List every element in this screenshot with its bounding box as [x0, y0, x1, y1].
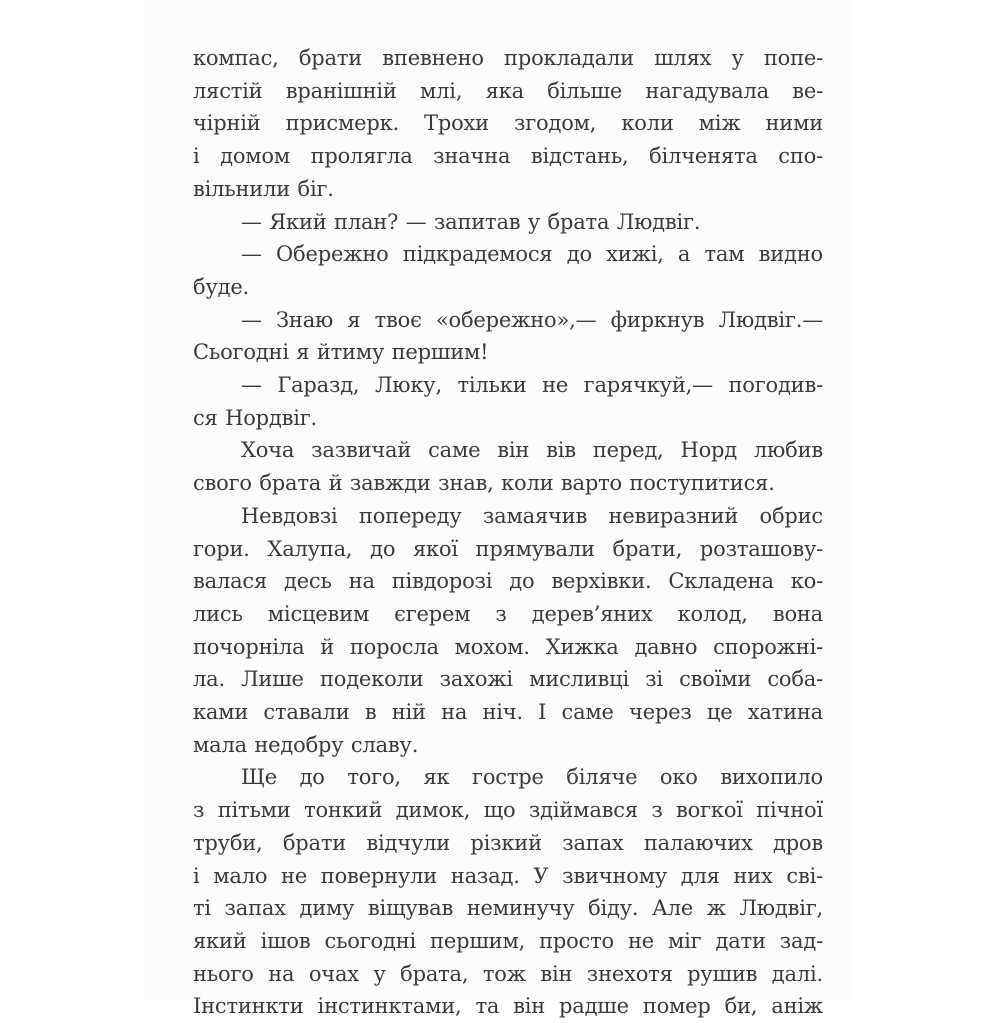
text-line: вільнили біг.: [193, 176, 334, 201]
text-line: свого брата й завжди знав, коли варто поступитися.: [193, 471, 775, 496]
text-line: валася десь на півдорозі до верхівки. Складена ко-: [193, 569, 823, 594]
text-line: труби, брати відчули різкий запах палаючих дров: [193, 830, 823, 855]
text-line: мала недобру славу.: [193, 732, 419, 757]
text-line: Невдовзі попереду замаячив невиразний обрис: [241, 503, 823, 528]
text-line: буде.: [193, 274, 250, 299]
text-line: і домом пролягла значна відстань, білченята спо-: [193, 144, 823, 169]
body-text: [193, 42, 823, 1023]
text-line: — Знаю я твоє «обережно»,— фиркнув Людвіг.—: [241, 307, 823, 332]
text-line: Ще до того, як гостре біляче око вихопило: [241, 765, 823, 790]
text-line: — Який план? — запитав у брата Людвіг.: [241, 209, 701, 234]
text-line: чірній присмерк. Трохи згодом, коли між ними: [193, 111, 823, 136]
text-line: нього на очах у брата, тож він знехотя рушив далі.: [193, 961, 823, 986]
text-line: — Обережно підкрадемося до хижі, а там видно: [241, 242, 823, 267]
text-line: з пітьми тонкий димок, що здіймався з вогкої пічної: [193, 798, 823, 823]
text-line: ті запах диму віщував неминучу біду. Але ж Людвіг,: [193, 896, 823, 921]
text-line: лись місцевим єгерем з дерев’яних колод, вона: [193, 601, 823, 626]
text-line: почорніла й поросла мохом. Хижка давно спорожні-: [193, 634, 823, 659]
text-line: компас, брати впевнено прокладали шлях у попе-: [193, 46, 823, 70]
text-line: гори. Халупа, до якої прямували брати, розташову-: [193, 536, 823, 561]
text-line: Сьогодні я йтиму першим!: [193, 340, 489, 365]
text-line: і мало не повернули назад. У звичному для них сві-: [193, 863, 823, 888]
text-line: лястій вранішній млі, яка більше нагадувала ве-: [193, 78, 823, 103]
text-line: ла. Лише подеколи захожі мисливці зі своїми соба-: [193, 667, 823, 692]
text-line: ся Нордвіг.: [193, 405, 318, 430]
text-line: який ішов сьогодні першим, просто не міг дати зад-: [193, 928, 823, 953]
book-page: [145, 0, 853, 1019]
text-line: Хоча зазвичай саме він вів перед, Норд любив: [241, 438, 823, 463]
text-line: Інстинкти інстинктами, та він радше помер би, аніж: [193, 994, 823, 1019]
text-line: ками ставали в ній на ніч. І саме через це хатина: [193, 700, 823, 725]
text-line: — Гаразд, Люку, тільки не гарячкуй,— погодив-: [241, 373, 823, 398]
